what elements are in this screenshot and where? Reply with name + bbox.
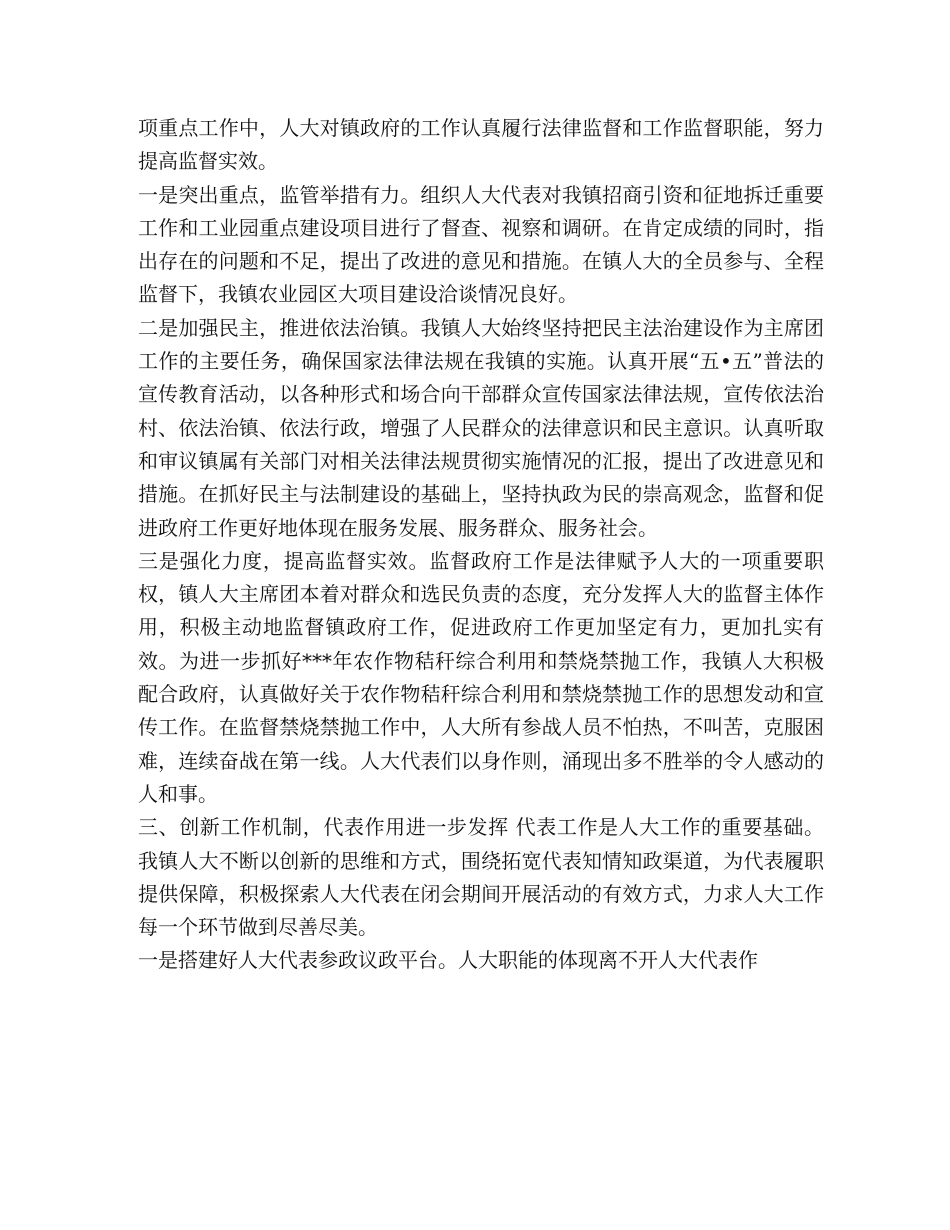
paragraph-3: 二是加强民主，推进依法治镇。我镇人大始终坚持把民主法治建设作为主席团工作的主要任务，确保国家法律法规在我镇的实施。认真开展“五•五”普法的宣传教育活动，以各种形式和场合向干部群众宣传国家法律法规，宣传依法治村、依法治镇、依法行政，增强了人民群众的法律意识和民主意识。认真听取和审议镇属有关部门对相关法律法规贯彻实施情况的汇报，提出了改进意见和措施。在抓好民主与法制建设的基础上，坚持执政为民的崇高观念，监督和促进政府工作更好地体现在服务发展、服务群众、服务社会。 <box>138 315 824 540</box>
paragraph-2: 一是突出重点，监管举措有力。组织人大代表对我镇招商引资和征地拆迁重要工作和工业园重点建设项目进行了督查、视察和调研。在肯定成绩的同时，指出存在的问题和不足，提出了改进的意见和措施。在镇人大的全员参与、全程监督下，我镇农业园区大项目建设洽谈情况良好。 <box>138 182 824 307</box>
paragraph-4: 三是强化力度，提高监督实效。监督政府工作是法律赋予人大的一项重要职权，镇人大主席团本着对群众和选民负责的态度，充分发挥人大的监督主体作用，积极主动地监督镇政府工作，促进政府工作更加坚定有力，更加扎实有效。为进一步抓好***年农作物秸秆综合利用和禁烧禁抛工作，我镇人大积极配合政府，认真做好关于农作物秸秆综合利用和禁烧禁抛工作的思想发动和宣传工作。在监督禁烧禁抛工作中，人大所有参战人员不怕热，不叫苦，克服困难，连续奋战在第一线。人大代表们以身作则，涌现出多不胜举的令人感动的人和事。 <box>138 548 824 806</box>
paragraph-5: 三、创新工作机制，代表作用进一步发挥 代表工作是人大工作的重要基础。我镇人大不断以创新的思维和方式，围绕拓宽代表知情知政渠道，为代表履职提供保障，积极探索人大代表在闭会期间开展活动的有效方式，力求人大工作每一个环节做到尽善尽美。 <box>138 815 824 940</box>
document-body <box>138 112 824 978</box>
paragraph-6: 一是搭建好人大代表参政议政平台。人大职能的体现离不开人大代表作 <box>138 948 758 973</box>
paragraph-1: 项重点工作中，人大对镇政府的工作认真履行法律监督和工作监督职能，努力提高监督实效。 <box>138 116 824 174</box>
